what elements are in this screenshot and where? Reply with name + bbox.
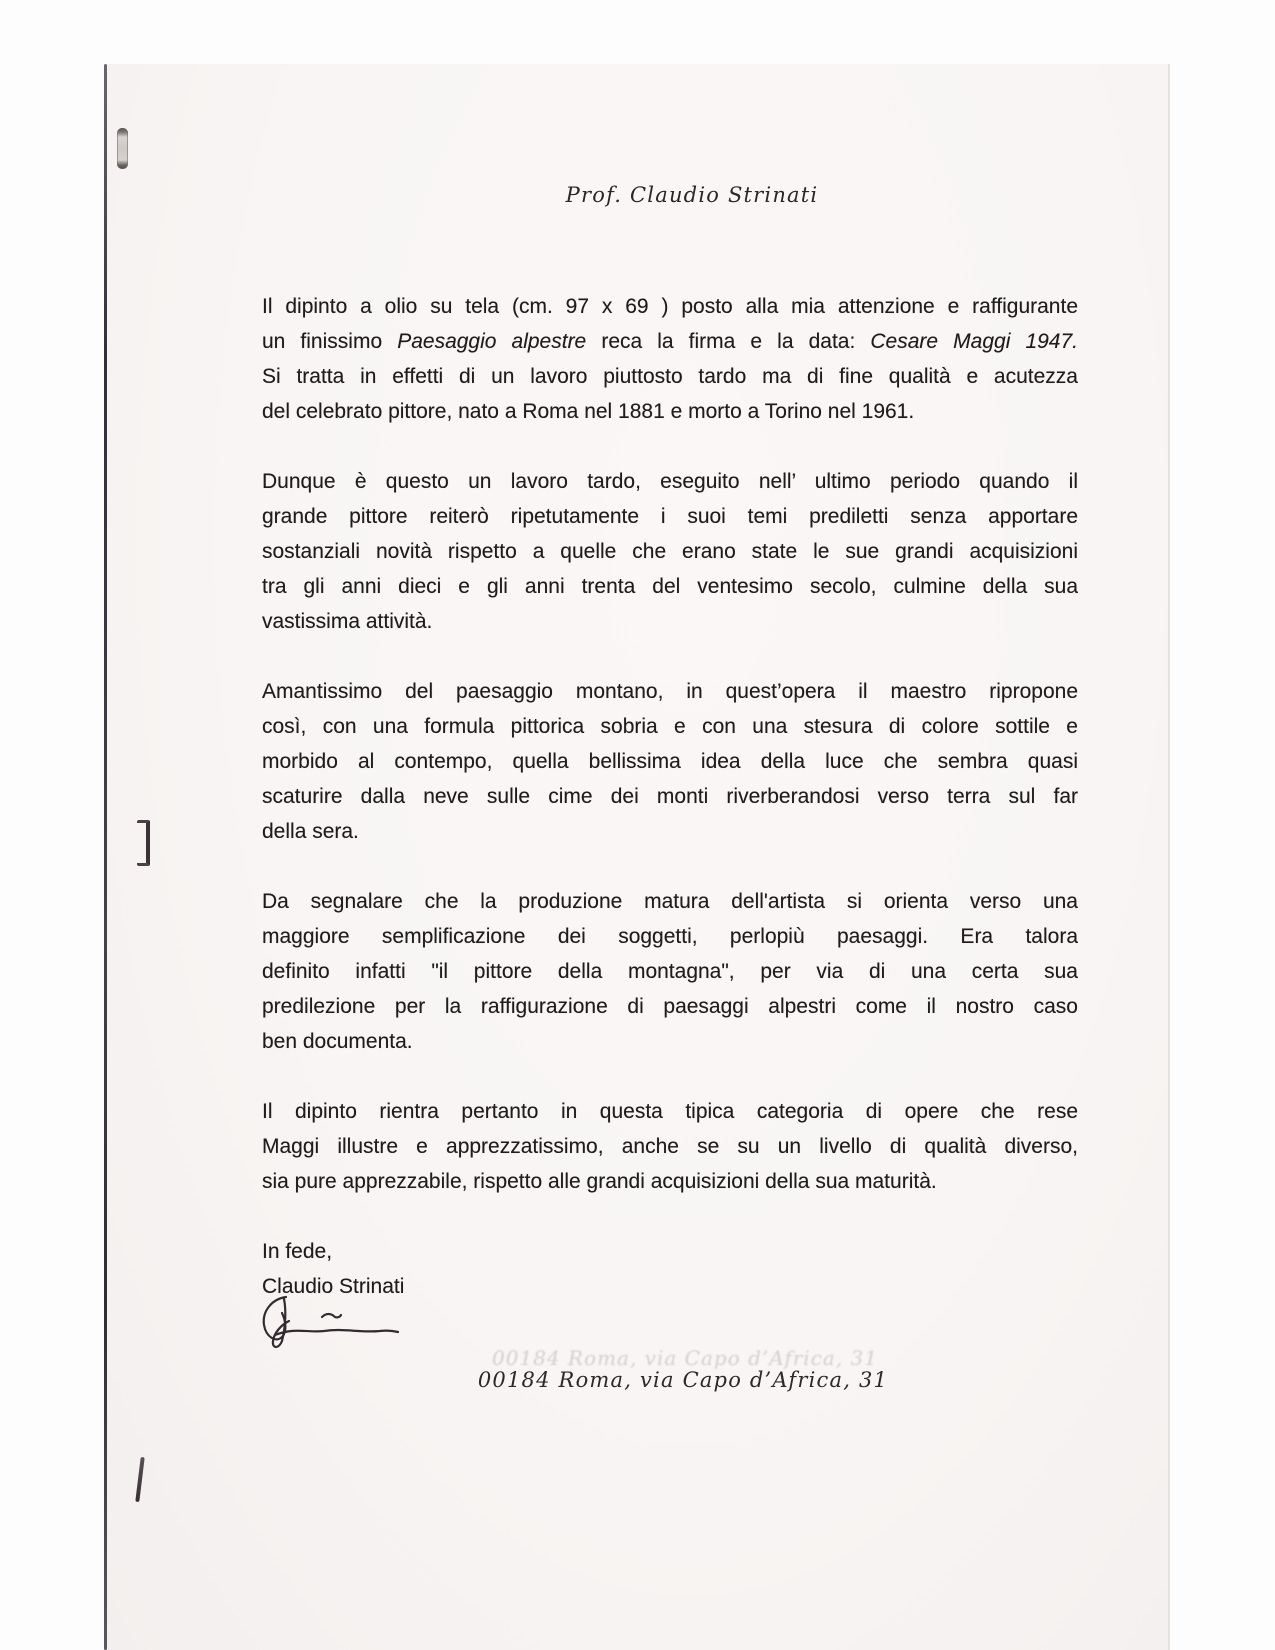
paragraph-line [262, 709, 1078, 744]
text: maggiore semplificazione dei soggetti, perlopiù paesaggi. Era talora [262, 925, 1078, 948]
text: grande pittore reiterò ripetutamente i suoi temi prediletti senza apportare [262, 505, 1078, 528]
text: vastissima attività. [262, 610, 433, 633]
paragraph-line [262, 814, 1078, 849]
paragraph-line [262, 569, 1078, 604]
staple-mark-icon [137, 820, 150, 866]
staple-icon [117, 128, 128, 169]
text: ben documenta. [262, 1030, 413, 1053]
text: predilezione per la raffigurazione di paesaggi alpestri come il nostro caso [262, 995, 1078, 1018]
paragraph [262, 1094, 1078, 1199]
paragraph-line [262, 1164, 1078, 1199]
text: Maggi illustre e apprezzatissimo, anche se su un livello di qualità diverso, [262, 1135, 1078, 1158]
page-edge-shadow [104, 64, 107, 1650]
text: Dunque è questo un lavoro tardo, eseguito nell’ ultimo periodo quando il [262, 470, 1078, 493]
paragraph-line [262, 1024, 1078, 1059]
paragraph-line [262, 989, 1078, 1024]
text: sia pure apprezzabile, rispetto alle grandi acquisizioni della sua maturità. [262, 1170, 937, 1193]
paragraph-line [262, 919, 1078, 954]
letter-paragraphs [262, 289, 1078, 1199]
text: definito infatti "il pittore della montagna", per via di una certa sua [262, 960, 1078, 983]
paragraph-line [262, 394, 1078, 429]
paragraph-line [262, 534, 1078, 569]
text: Da segnalare che la produzione matura dell'artista si orienta verso una [262, 890, 1078, 913]
text: morbido al contempo, quella bellissima idea della luce che sembra quasi [262, 750, 1078, 773]
text: Il dipinto rientra pertanto in questa tipica categoria di opere che rese [262, 1100, 1078, 1123]
text: Amantissimo del paesaggio montano, in quest’opera il maestro ripropone [262, 680, 1078, 703]
paragraph-line [262, 744, 1078, 779]
paragraph-line [262, 1094, 1078, 1129]
paragraph-line [262, 884, 1078, 919]
paragraph-line [262, 779, 1078, 814]
paragraph [262, 289, 1078, 429]
handwritten-signature [256, 1290, 416, 1354]
italic-text: Cesare Maggi 1947. [870, 330, 1078, 353]
text: un finissimo [262, 330, 398, 353]
text: sostanziali novità rispetto a quelle che erano state le sue grandi acquisizioni [262, 540, 1078, 563]
text: Il dipinto a olio su tela (cm. 97 x 69 ) posto alla mia attenzione e raffigurante [262, 295, 1078, 318]
paragraph-line [262, 674, 1078, 709]
closing-salutation: In fede, [262, 1240, 333, 1263]
text: scaturire dalla neve sulle cime dei monti riverberandosi verso terra sul far [262, 785, 1078, 808]
letterhead-name: Prof. Claudio Strinati [565, 183, 819, 207]
footer-address: 00184 Roma, via Capo d’Africa, 31 [477, 1368, 889, 1392]
paragraph-line [262, 499, 1078, 534]
text: del celebrato pittore, nato a Roma nel 1881 e morto a Torino nel 1961. [262, 400, 915, 423]
paragraph-line [262, 1129, 1078, 1164]
paragraph [262, 674, 1078, 849]
paragraph-line [262, 359, 1078, 394]
letter-body [262, 289, 1078, 1304]
text: Si tratta in effetti di un lavoro piuttosto tardo ma di fine qualità e acutezza [262, 365, 1078, 388]
text: tra gli anni dieci e gli anni trenta del ventesimo secolo, culmine della sua [262, 575, 1078, 598]
paragraph-line [262, 954, 1078, 989]
paragraph-line [262, 324, 1078, 359]
text: così, con una formula pittorica sobria e con una stesura di colore sottile e [262, 715, 1078, 738]
paragraph-line [262, 464, 1078, 499]
text: della sera. [262, 820, 359, 843]
paragraph-line [262, 604, 1078, 639]
page-right-edge [1168, 64, 1170, 1650]
paragraph [262, 464, 1078, 639]
text: reca la firma e la data: [586, 330, 871, 353]
paragraph-line [262, 289, 1078, 324]
footer-address-ghost: 00184 Roma, via Capo d’Africa, 31 [492, 1346, 878, 1370]
italic-text: Paesaggio alpestre [397, 330, 587, 353]
closing-name: Claudio Strinati [262, 1275, 405, 1298]
paragraph [262, 884, 1078, 1059]
